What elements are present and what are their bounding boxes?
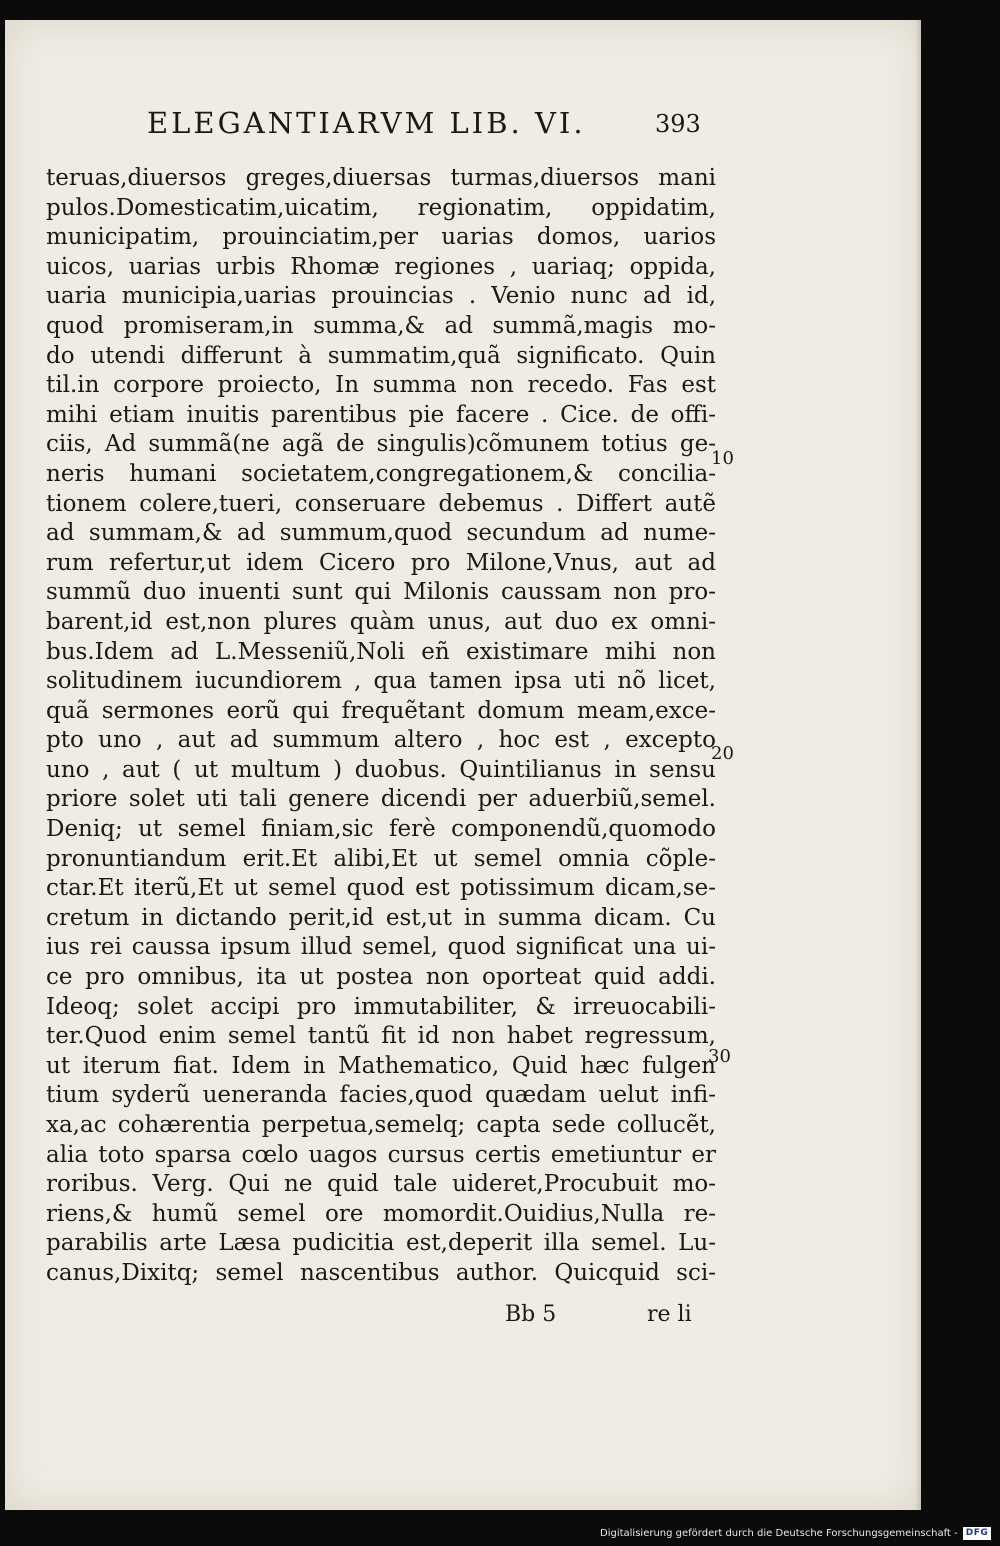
- text-line: pronuntiandum erit.Et alibi,Et ut semel omnia cõple-: [46, 845, 716, 872]
- text-line: uicos, uarias urbis Rhomæ regiones , uariaq; oppida,: [46, 253, 716, 280]
- text-line: priore solet uti tali genere dicendi per aduerbiũ,semel.: [46, 786, 716, 813]
- book-page: [5, 20, 921, 1510]
- margin-line-number-20: 20: [711, 743, 734, 764]
- text-line: ce pro omnibus, ita ut postea non oporteat quid addi.: [46, 964, 716, 991]
- text-line: ciis, Ad summã(ne agã de singulis)cõmunem totius ge-: [46, 431, 716, 458]
- text-line: quã sermones eorũ qui frequẽtant domum meam,exce-: [46, 697, 716, 724]
- margin-line-number-30: 30: [708, 1046, 731, 1067]
- text-line: pulos.Domesticatim,uicatim, regionatim, oppidatim,: [46, 194, 716, 221]
- text-line: Ideoq; solet accipi pro immutabiliter, & irreuocabili-: [46, 993, 716, 1020]
- text-line: uno , aut ( ut multum ) duobus. Quintilianus in sensu: [46, 756, 716, 783]
- text-line: til.in corpore proiecto, In summa non recedo. Fas est: [46, 372, 716, 399]
- dfg-logo: DFG: [963, 1527, 991, 1540]
- running-head: [147, 106, 707, 146]
- text-line: parabilis arte Læsa pudicitia est,deperit illa semel. Lu-: [46, 1230, 716, 1257]
- text-line: Deniq; ut semel finiam,sic ferè componendũ,quomodo: [46, 816, 716, 843]
- text-line: canus,Dixitq; semel nascentibus author. Quicquid sci-: [46, 1259, 716, 1286]
- text-line: rum refertur,ut idem Cicero pro Milone,Vnus, aut ad: [46, 549, 716, 576]
- text-line: barent,id est,non plures quàm unus, aut duo ex omni-: [46, 608, 716, 635]
- body-text: [46, 164, 716, 1289]
- text-line: solitudinem iucundiorem , qua tamen ipsa uti nõ licet,: [46, 668, 716, 695]
- digitization-credit: Digitalisierung gefördert durch die Deutsche Forschungsgemeinschaft -: [600, 1528, 958, 1539]
- page-number: 393: [655, 110, 701, 138]
- text-line: pto uno , aut ad summum altero , hoc est , excepto: [46, 727, 716, 754]
- text-line: summũ duo inuenti sunt qui Milonis caussam non pro-: [46, 579, 716, 606]
- running-title: ELEGANTIARVM LIB. VI.: [147, 106, 586, 140]
- text-line: do utendi differunt à summatim,quã significato. Quin: [46, 342, 716, 369]
- text-line: roribus. Verg. Qui ne quid tale uideret,Procubuit mo-: [46, 1171, 716, 1198]
- text-line: xa,ac cohærentia perpetua,semelq; capta sede collucẽt,: [46, 1112, 716, 1138]
- text-line: ad summam,& ad summum,quod secundum ad nume-: [46, 520, 716, 547]
- signature-mark: Bb 5: [505, 1302, 557, 1327]
- text-line: tionem colere,tueri, conseruare debemus . Differt autẽ: [46, 490, 716, 517]
- margin-line-number-10: 10: [711, 448, 734, 469]
- text-line: uaria municipia,uarias prouincias . Venio nunc ad id,: [46, 283, 716, 310]
- text-line: municipatim, prouinciatim,per uarias domos, uarios: [46, 224, 716, 251]
- text-line: tium syderũ ueneranda facies,quod quædam uelut infi-: [46, 1082, 716, 1109]
- text-line: teruas,diuersos greges,diuersas turmas,diuersos mani: [46, 165, 716, 191]
- catchword: re li: [647, 1302, 692, 1327]
- text-line: bus.Idem ad L.Messeniũ,Noli eñ existimare mihi non: [46, 638, 716, 665]
- text-line: quod promiseram,in summa,& ad summã,magis mo-: [46, 312, 716, 339]
- page-fold-shadow: [915, 20, 921, 1510]
- text-line: alia toto sparsa cœlo uagos cursus certis emetiuntur er: [46, 1141, 716, 1168]
- text-line: ctar.Et iterũ,Et ut semel quod est potissimum dicam,se-: [46, 875, 716, 902]
- text-line: mihi etiam inuitis parentibus pie facere . Cice. de offi-: [46, 401, 716, 428]
- text-line: ut iterum fiat. Idem in Mathematico, Quid hæc fulgen: [46, 1052, 716, 1079]
- text-line: ter.Quod enim semel tantũ fit id non habet regressum,: [46, 1023, 716, 1050]
- text-line: ius rei caussa ipsum illud semel, quod significat una ui-: [46, 934, 716, 961]
- text-line: neris humani societatem,congregationem,& concilia-: [46, 460, 716, 487]
- text-line: riens,& humũ semel ore momordit.Ouidius,Nulla re-: [46, 1200, 716, 1227]
- text-line: cretum in dictando perit,id est,ut in summa dicam. Cu: [46, 904, 716, 931]
